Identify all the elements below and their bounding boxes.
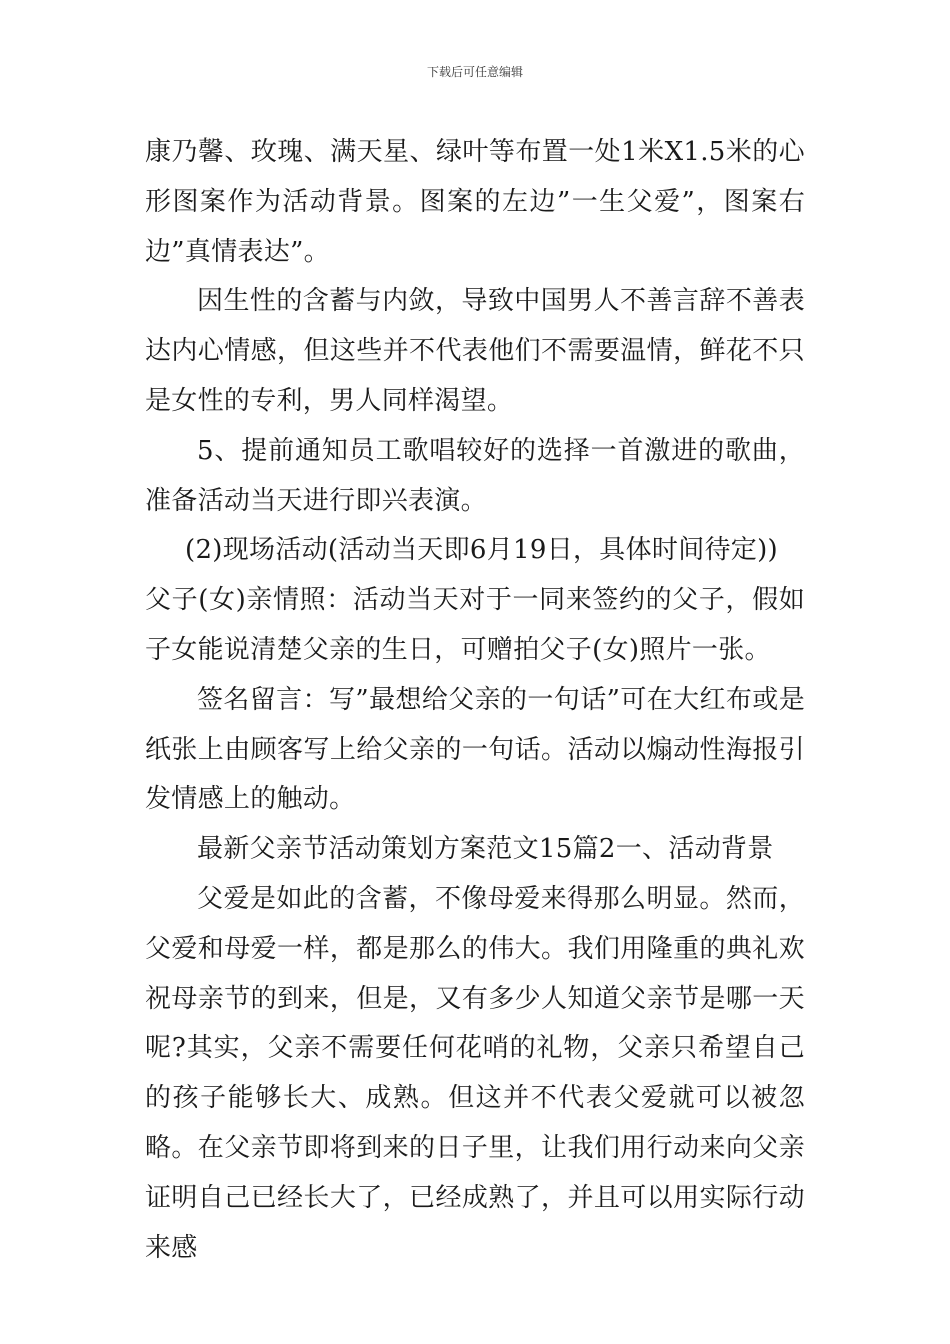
paragraph-signature-message: 签名留言：写”最想给父亲的一句话”可在大红布或是纸张上由顾客写上给父亲的一句话。活动以煽动性海报引发情感上的触动。 (145, 684, 805, 815)
paragraph-men-emotions: 因生性的含蓄与内敛，导致中国男人不善言辞不善表达内心情感，但这些并不代表他们不需要温情，鲜花不只是女性的专利，男人同样渴望。 (145, 286, 805, 416)
document-body (145, 128, 805, 1273)
paragraph-background-layout: 康乃馨、玫瑰、满天星、绿叶等布置一处1米X1.5米的心形图案作为活动背景。图案的左边”一生父爱”，图案右边”真情表达”。 (145, 137, 805, 267)
section-heading: 最新父亲节活动策划方案范文15篇2一、活动背景 (197, 834, 774, 865)
paragraph-fatherly-love: 父爱是如此的含蓄，不像母爱来得那么明显。然而，父爱和母爱一样，都是那么的伟大。我们用隆重的典礼欢祝母亲节的到来，但是，又有多少人知道父亲节是哪一天呢?其实，父亲不需要任何花哨的礼物，父亲只希望自己的孩子能够长大、成熟。但这并不代表父爱就可以被忽略。在父亲节即将到来的日子里，让我们用行动来向父亲证明自己已经长大了，已经成熟了，并且可以用实际行动来感 (145, 883, 805, 1263)
paragraph-family-photo: 父子(女)亲情照：活动当天对于一同来签约的父子，假如子女能说清楚父亲的生日，可赠拍父子(女)照片一张。 (145, 585, 805, 665)
page-header: 下载后可任意编辑 (426, 65, 523, 79)
paragraph-onsite-activity: (2)现场活动(活动当天即6月19日，具体时间待定)) (185, 535, 778, 566)
paragraph-employee-song: 5、提前通知员工歌唱较好的选择一首激进的歌曲，准备活动当天进行即兴表演。 (145, 435, 805, 516)
